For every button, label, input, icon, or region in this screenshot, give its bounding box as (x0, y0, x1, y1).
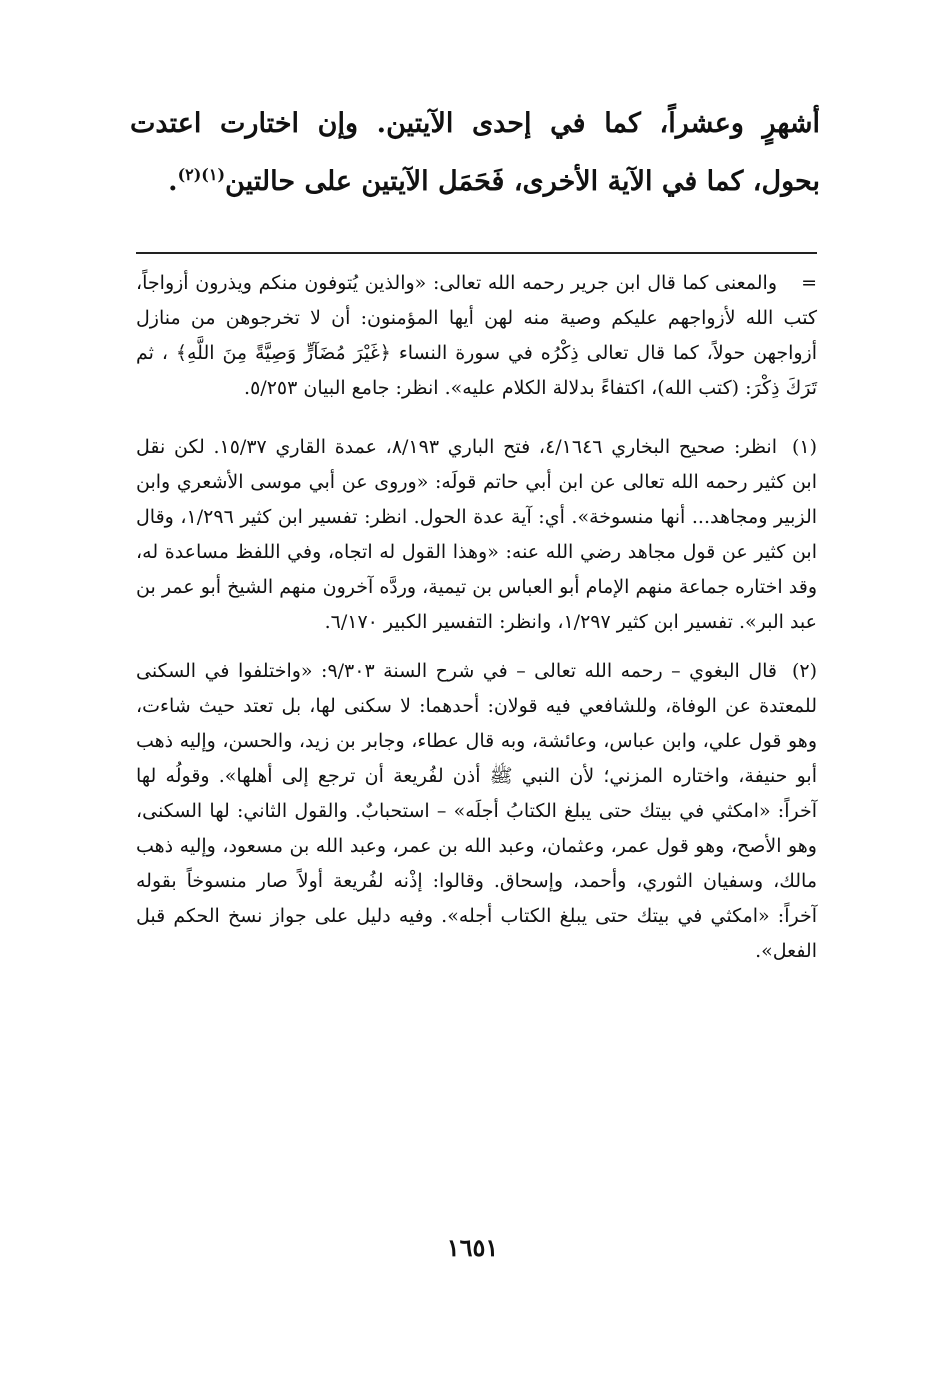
footnote-1 (136, 430, 817, 640)
footnote-divider (136, 252, 817, 254)
main-paragraph-end: . (168, 166, 178, 197)
footnote-1-text: انظر: صحيح البخاري ٤/١٦٤٦، فتح الباري ٨/١٩٣، عمدة القاري ١٥/٣٧. لكن نقل ابن كثير رحمه الله تعالى عن ابن أبي حاتم قولَه: «وروى عن أبي موسى الأشعري وابن الزبير ومجاهد... أنها منسوخة». أي: آية عدة الحول. انظر: تفسير ابن كثير ١/٢٩٦، وقال ابن كثير عن قول مجاهد رضي الله عنه: «وهذا القول له اتجاه، وفي اللفظ مساعدة له، وقد اختاره جماعة منهم الإمام أبو العباس بن تيمية، وردَّه آخرون منهم الشيخ أبو عمر بن عبد البر». تفسير ابن كثير ١/٢٩٧، وانظر: التفسير الكبير ٦/١٧٠. (136, 436, 818, 633)
continuation-text: والمعنى كما قال ابن جرير رحمه الله تعالى: «والذين يُتوفون منكم ويذرون أزواجاً، كتب الله لأزواجهم عليكم وصية منه لهن أيها المؤمنون: أن لا تخرجوهن من منازل أزواجهن حولاً، كما قال تعالى ذِكْرُه في سورة النساء ﴿غَيْرَ مُضَآرٍّ وَصِيَّةً مِنَ اللَّهِ﴾ ، ثم تَرَكَ ذِكْرَ: (كتب الله)، اكتفاءً بدلالة الكلام عليه». انظر: جامع البيان ٥/٢٥٣. (136, 272, 817, 399)
footnote-references[interactable]: (١)(٢) (177, 165, 226, 184)
main-text-block (130, 95, 820, 211)
main-paragraph (130, 95, 820, 211)
footnote-2 (136, 654, 817, 969)
footnotes-section (136, 266, 817, 983)
main-paragraph-text: أشهرٍ وعشراً، كما في إحدى الآيتين. وإن اختارت اعتدت بحول، كما في الآية الأخرى، فَحَمَل الآيتين على حالتين (130, 108, 820, 197)
footnote-2-number: (٢) (791, 660, 817, 682)
continuation-marker: = (801, 272, 817, 294)
footnote-2-text: قال البغوي – رحمه الله تعالى – في شرح السنة ٩/٣٠٣: «واختلفوا في السكنى للمعتدة عن الوفاة، وللشافعي فيه قولان: أحدهما: لا سكنى لها، بل تعتد حيث شاءت، وهو قول علي، وابن عباس، وعائشة، وبه قال عطاء، وجابر بن زيد، والحسن، وإليه ذهب أبو حنيفة، واختاره المزني؛ لأن النبي ﷺ أذن لفُريعة أن ترجع إلى أهلها». وقولُه لها آخراً: «امكثي في بيتك حتى يبلغ الكتابُ أجلَه» – استحبابٌ. والقول الثاني: لها السكنى، وهو الأصح، وهو قول عمر، وعثمان، وعبد الله بن عمر، وعبد الله بن مسعود، وإليه ذهب مالك، وسفيان الثوري، وأحمد، وإسحاق. وقالوا: إذْنه لفُريعة أولاً صار منسوخاً بقوله آخراً: «امكثي في بيتك حتى يبلغ الكتاب أجله». وفيه دليل على جواز نسخ الحكم قبل الفعل». (136, 660, 817, 962)
footnote-1-number: (١) (791, 436, 817, 458)
page-number: ١٦٥١ (446, 1233, 499, 1262)
footnote-continuation (136, 266, 817, 406)
